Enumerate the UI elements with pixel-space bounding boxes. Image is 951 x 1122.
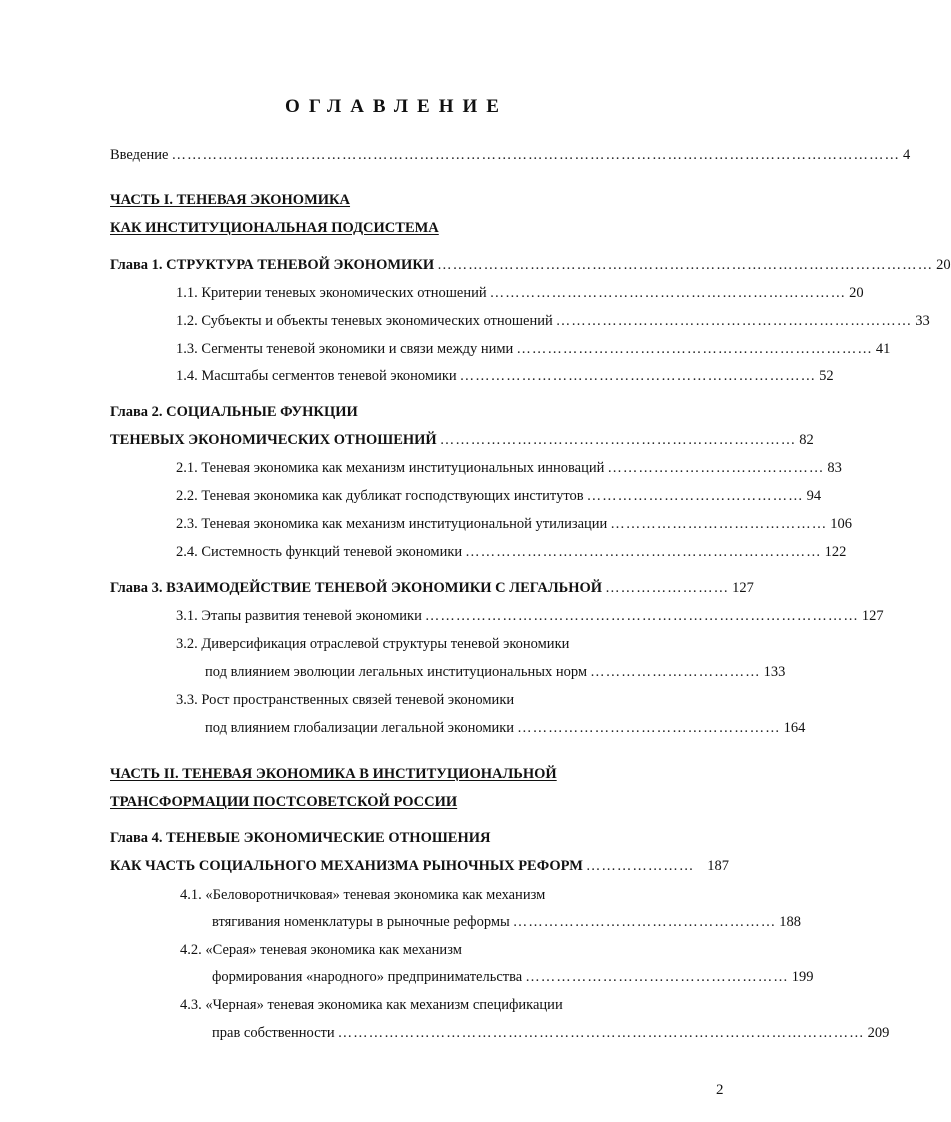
toc-entry-label: 1.4. Масштабы сегментов теневой экономики xyxy=(176,368,457,384)
toc-entry-page: 52 xyxy=(819,368,834,384)
toc-entry-label: 1.2. Субъекты и объекты теневых экономических отношений xyxy=(176,313,553,329)
leader-dots: …………………………………… xyxy=(607,460,825,476)
leader-dots: ………………………………………………………………………… xyxy=(424,608,859,624)
toc-entry-section-2-3 xyxy=(176,515,853,533)
toc-entry-label: ТЕНЕВЫХ ЭКОНОМИЧЕСКИХ ОТНОШЕНИЙ xyxy=(110,432,437,448)
leader-dots: …………………………………… xyxy=(586,488,804,504)
leader-dots: …………………………………………………………… xyxy=(489,285,847,301)
toc-entry-page: 83 xyxy=(827,460,842,476)
toc-entry-section-2-2 xyxy=(176,487,822,505)
leader-dots: …………………………………………………………… xyxy=(555,313,913,329)
toc-entry-page: 209 xyxy=(867,1025,890,1041)
toc-entry-page: 20 xyxy=(936,257,951,273)
toc-entry-label: 2.2. Теневая экономика как дубликат господствующих институтов xyxy=(176,488,584,504)
leader-dots: …………………………………………………………… xyxy=(459,368,817,384)
toc-entry-page: 20 xyxy=(849,285,864,301)
toc-entry-chapter-4 xyxy=(110,857,729,875)
toc-entry-page: 199 xyxy=(791,969,814,985)
toc-entry-label: 3.1. Этапы развития теневой экономики xyxy=(176,608,422,624)
toc-entry-section-3-3 xyxy=(205,719,806,737)
leader-dots: …………………………………………………………… xyxy=(465,544,822,560)
toc-entry-label: Введение xyxy=(110,147,169,163)
toc-entry-section-4-2 xyxy=(212,968,814,986)
toc-entry-intro xyxy=(110,146,911,164)
leader-dots: ………………… xyxy=(585,858,695,874)
toc-entry-label: втягивания номенклатуры в рыночные реформы xyxy=(212,914,510,930)
leader-dots: …………………………………………………………… xyxy=(516,341,873,357)
part-2-heading-line-1: ЧАСТЬ II. ТЕНЕВАЯ ЭКОНОМИКА В ИНСТИТУЦИОНАЛЬНОЙ xyxy=(110,766,557,782)
toc-entry-label: прав собственности xyxy=(212,1025,335,1041)
toc-entry-page: 164 xyxy=(783,720,806,736)
toc-entry-section-1-1 xyxy=(176,284,864,302)
toc-entry-chapter-1 xyxy=(110,256,951,274)
toc-entry-page: 122 xyxy=(824,544,847,560)
toc-entry-label: КАК ЧАСТЬ СОЦИАЛЬНОГО МЕХАНИЗМА РЫНОЧНЫХ РЕФОРМ xyxy=(110,858,583,874)
toc-entry-chapter-3 xyxy=(110,579,754,597)
toc-entry-section-1-3 xyxy=(176,340,891,358)
toc-entry-section-4-1 xyxy=(212,913,802,931)
page-title: ОГЛАВЛЕНИЕ xyxy=(285,96,508,117)
toc-entry-page: 4 xyxy=(902,147,911,163)
toc-entry-chapter-2 xyxy=(110,431,814,449)
toc-entry-label: 1.3. Сегменты теневой экономики и связи между ними xyxy=(176,341,514,357)
leader-dots: …………………………………… xyxy=(610,516,828,532)
leader-dots: …………………………………………… xyxy=(517,720,781,736)
leader-dots: …………………………… xyxy=(590,664,761,680)
leader-dots: …………………………………………… xyxy=(512,914,777,930)
toc-entry-section-3-2-line-1: 3.2. Диверсификация отраслевой структуры теневой экономики xyxy=(176,636,570,652)
toc-entry-section-1-2 xyxy=(176,312,930,330)
toc-entry-section-2-4 xyxy=(176,543,847,561)
toc-entry-label: Глава 1. СТРУКТУРА ТЕНЕВОЙ ЭКОНОМИКИ xyxy=(110,257,435,273)
leader-dots: …………………………………………………………………………………………………………………………… xyxy=(171,147,900,163)
toc-entry-page: 127 xyxy=(732,580,754,596)
toc-entry-label: 1.1. Критерии теневых экономических отношений xyxy=(176,285,487,301)
leader-dots: …………………………………………………………………………………… xyxy=(437,257,934,273)
toc-entry-section-3-3-line-1: 3.3. Рост пространственных связей теневой экономики xyxy=(176,692,515,708)
toc-entry-page: 187 xyxy=(707,858,729,874)
page-number: 2 xyxy=(716,1082,724,1098)
toc-entry-page: 188 xyxy=(779,914,802,930)
toc-entry-page: 94 xyxy=(806,488,822,504)
part-1-heading-line-2: КАК ИНСТИТУЦИОНАЛЬНАЯ ПОДСИСТЕМА xyxy=(110,220,439,236)
leader-dots: ………………………………………………………………………………………… xyxy=(337,1025,865,1041)
toc-entry-section-4-3-line-1: 4.3. «Черная» теневая экономика как механизм спецификации xyxy=(180,997,563,1013)
leader-dots: …………………………………………… xyxy=(525,969,789,985)
part-1-heading-line-1: ЧАСТЬ I. ТЕНЕВАЯ ЭКОНОМИКА xyxy=(110,192,351,208)
toc-entry-label: под влиянием эволюции легальных институциональных норм xyxy=(205,664,588,680)
part-2-heading-line-2: ТРАНСФОРМАЦИИ ПОСТСОВЕТСКОЙ РОССИИ xyxy=(110,794,458,810)
toc-entry-label: формирования «народного» предпринимательства xyxy=(212,969,523,985)
toc-entry-page: 41 xyxy=(875,341,891,357)
toc-entry-section-4-2-line-1: 4.2. «Серая» теневая экономика как механизм xyxy=(180,942,462,958)
toc-entry-page: 106 xyxy=(830,516,853,532)
toc-entry-section-3-2 xyxy=(205,663,786,681)
toc-entry-section-2-1 xyxy=(176,459,842,477)
toc-entry-chapter-2-line-1: Глава 2. СОЦИАЛЬНЫЕ ФУНКЦИИ xyxy=(110,404,358,420)
toc-entry-section-1-4 xyxy=(176,367,834,385)
toc-entry-label: 2.1. Теневая экономика как механизм институциональных инноваций xyxy=(176,460,605,476)
leader-dots: …………………………………………………………… xyxy=(439,432,797,448)
toc-entry-page: 33 xyxy=(915,313,930,329)
leader-dots: …………………… xyxy=(605,580,730,596)
toc-entry-label: 2.4. Системность функций теневой экономики xyxy=(176,544,463,560)
toc-entry-page: 133 xyxy=(763,664,786,680)
toc-entry-page: 82 xyxy=(799,432,814,448)
toc-entry-section-4-1-line-1: 4.1. «Беловоротничковая» теневая экономика как механизм xyxy=(180,887,546,903)
toc-entry-section-4-3 xyxy=(212,1024,890,1042)
toc-entry-label: 2.3. Теневая экономика как механизм институциональной утилизации xyxy=(176,516,608,532)
toc-entry-section-3-1 xyxy=(176,607,884,625)
toc-entry-label: Глава 3. ВЗАИМОДЕЙСТВИЕ ТЕНЕВОЙ ЭКОНОМИКИ С ЛЕГАЛЬНОЙ xyxy=(110,580,603,596)
toc-entry-chapter-4-line-1: Глава 4. ТЕНЕВЫЕ ЭКОНОМИЧЕСКИЕ ОТНОШЕНИЯ xyxy=(110,830,491,846)
toc-entry-label: под влиянием глобализации легальной экономики xyxy=(205,720,515,736)
toc-entry-page: 127 xyxy=(861,608,884,624)
